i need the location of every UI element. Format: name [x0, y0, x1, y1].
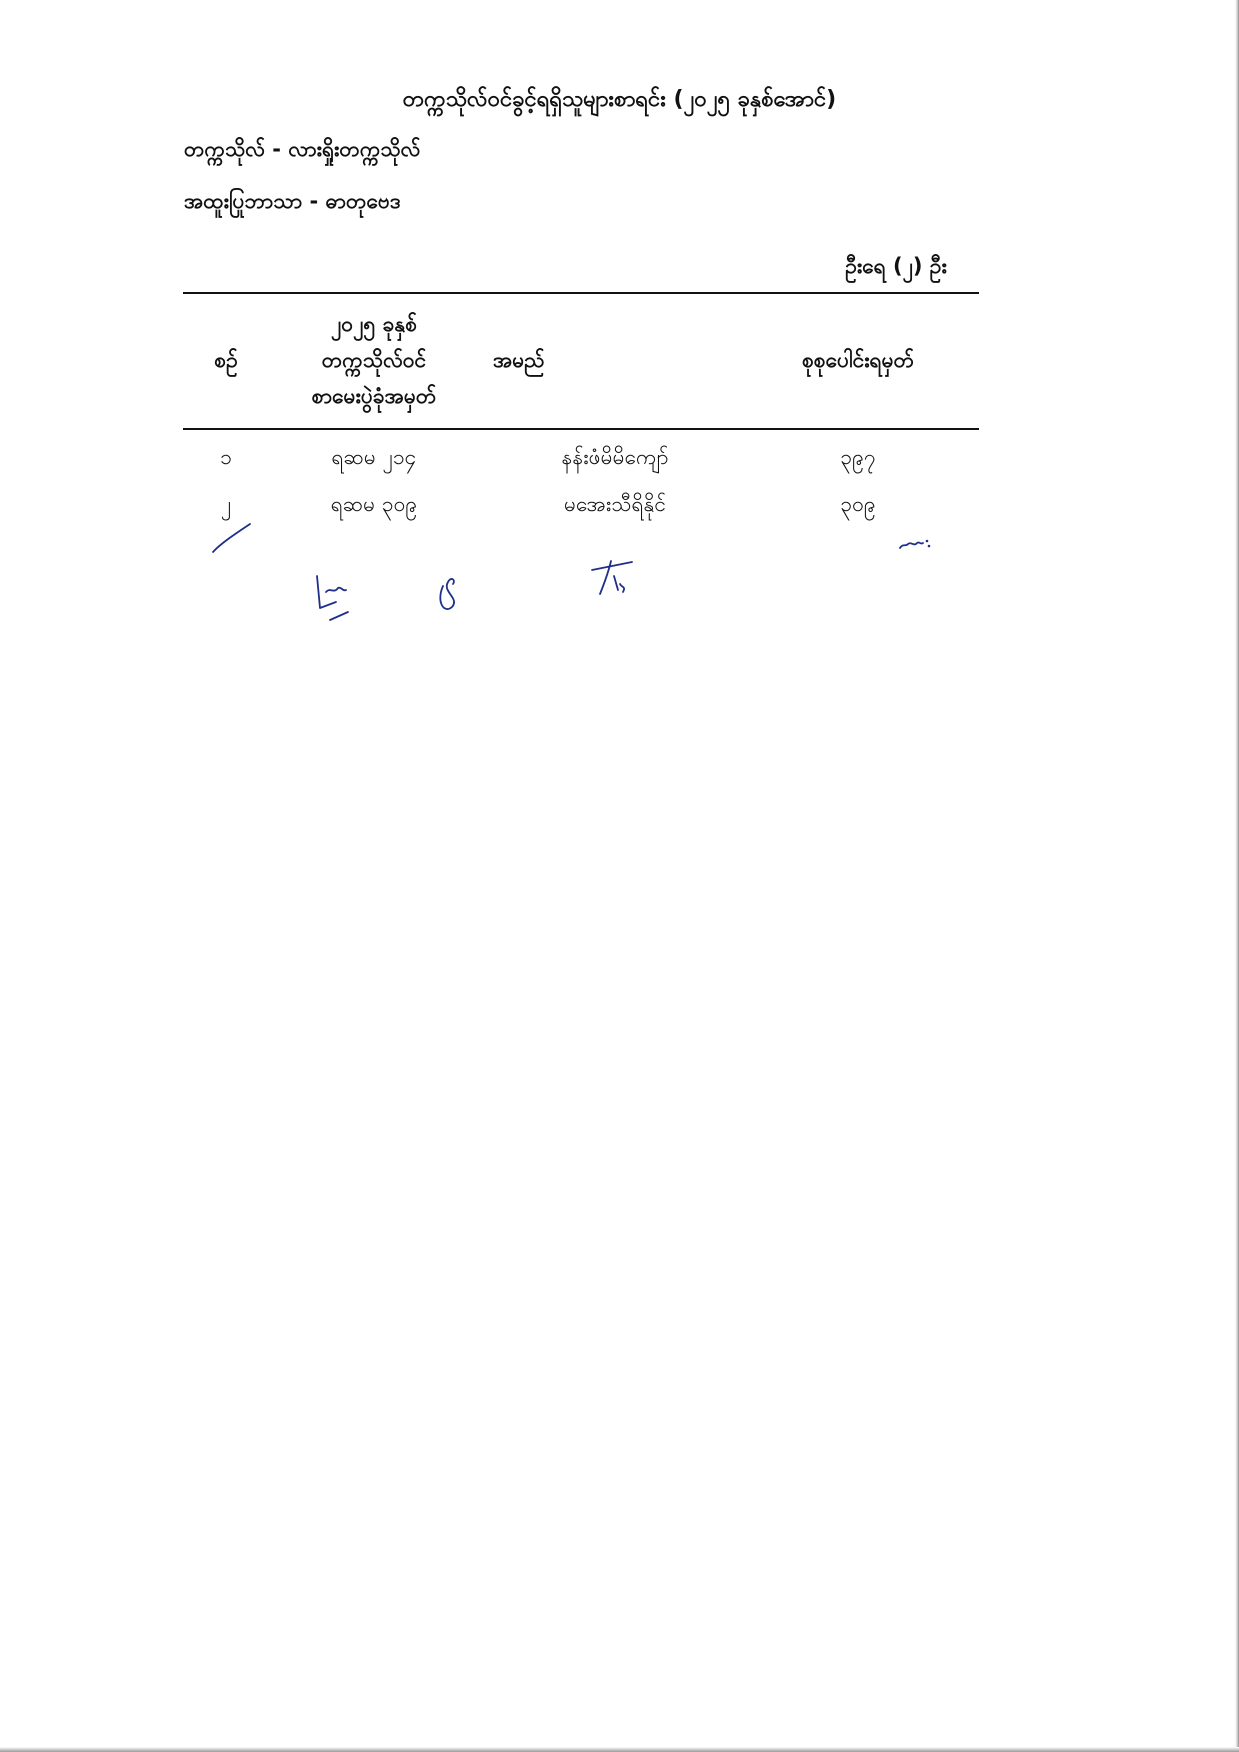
- header-name-label: အမည်: [493, 348, 545, 372]
- header-roll-line-2: တက္ကသိုလ်ဝင်: [321, 348, 427, 372]
- subject-line: အထူးပြုဘာသာ - ဓာတုဗေဒ: [184, 189, 401, 213]
- cell-serial: ၂: [220, 491, 232, 516]
- cell-name: မအေးသီရိနိုင်: [563, 491, 667, 516]
- signature-mark-5: [900, 542, 923, 548]
- cell-serial: ၁: [220, 444, 232, 469]
- cell-total-score: ၃၀၉: [840, 491, 876, 516]
- header-serial-label: စဉ်: [214, 348, 238, 372]
- table-row: [183, 437, 979, 481]
- page-edge-shadow: [1235, 0, 1239, 1752]
- cell-roll-number: ရဆမ ၂၁၄: [331, 444, 417, 469]
- header-roll-line-3: စာမေးပွဲခုံအမှတ်: [311, 384, 437, 408]
- signature-marks: [180, 512, 960, 632]
- signature-mark-2: [317, 576, 348, 620]
- header-score-label: စုစုပေါင်းရမှတ်: [801, 348, 915, 372]
- header-roll-line-1: ၂၀၂၅ ခုနှစ်: [330, 312, 418, 336]
- signature-mark-1: [213, 524, 250, 552]
- cell-total-score: ၃၉၇: [840, 444, 876, 469]
- page-edge-shadow-bottom: [0, 1747, 1239, 1752]
- header-name: [479, 292, 737, 428]
- signature-mark-4: [592, 561, 632, 594]
- count-line: ဦးရေ (၂) ဦး: [845, 254, 947, 278]
- header-serial: [183, 292, 269, 428]
- cell-name: နန်းဖံမိမိကျော်: [561, 444, 669, 469]
- document-title: တက္ကသိုလ်ဝင်ခွင့်ရရှိသူများစာရင်း (၂၀၂၅ ခုနှစ်အောင်): [402, 87, 837, 112]
- signature-mark-3: [440, 579, 454, 609]
- cell-roll-number: ရဆမ ၃၀၉: [330, 491, 418, 516]
- university-line: တက္ကသိုလ် - လားရှိုးတက္ကသိုလ်: [184, 137, 421, 161]
- header-total-score: [737, 292, 979, 428]
- header-roll-number: [269, 292, 479, 428]
- table-header-rule: [183, 428, 979, 430]
